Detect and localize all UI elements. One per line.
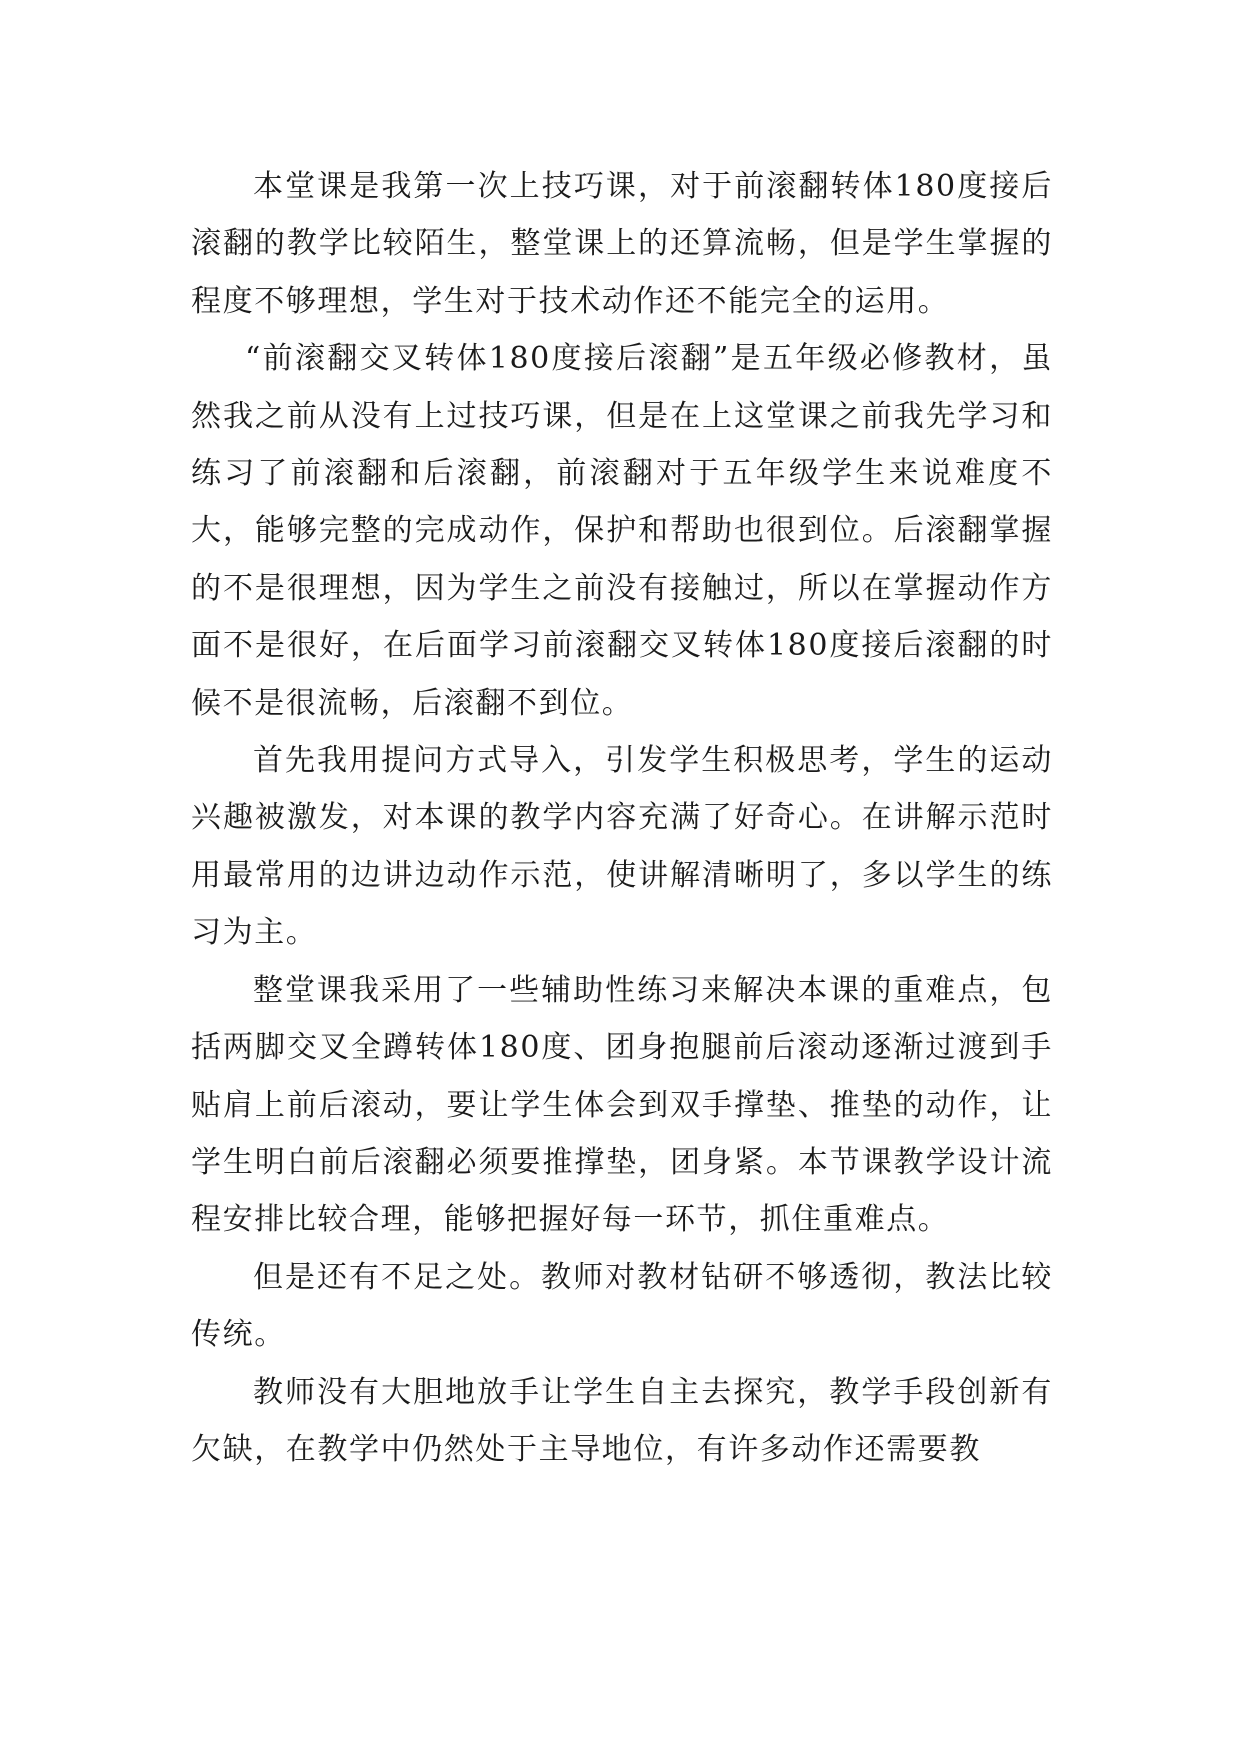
paragraph-6: 教师没有大胆地放手让学生自主去探究，教学手段创新有欠缺，在教学中仍然处于主导地位，有许多动作还需要教 xyxy=(191,1374,1053,1467)
paragraph-3: 首先我用提问方式导入，引发学生积极思考，学生的运动兴趣被激发，对本课的教学内容充满了好奇心。在讲解示范时用最常用的边讲边动作示范，使讲解清晰明了，多以学生的练习为主。 xyxy=(191,743,1053,951)
paragraph-2: “前滚翻交叉转体180度接后滚翻”是五年级必修教材，虽然我之前从没有上过技巧课，但是在上这堂课之前我先学习和练习了前滚翻和后滚翻，前滚翻对于五年级学生来说难度不大，能够完整的完成动作，保护和帮助也很到位。后滚翻掌握的不是很理想，因为学生之前没有接触过，所以在掌握动作方面不是很好，在后面学习前滚翻交叉转体180度接后滚翻的时候不是很流畅，后滚翻不到位。 xyxy=(191,341,1053,721)
paragraph-5: 但是还有不足之处。教师对教材钻研不够透彻，教法比较传统。 xyxy=(191,1259,1053,1353)
paragraph-4: 整堂课我采用了一些辅助性练习来解决本课的重难点，包括两脚交叉全蹲转体180度、团身抱腿前后滚动逐渐过渡到手贴肩上前后滚动，要让学生体会到双手撑垫、推垫的动作，让学生明白前后滚翻必须要推撑垫，团身紧。本节课教学设计流程安排比较合理，能够把握好每一环节，抓住重难点。 xyxy=(191,972,1053,1238)
document-body xyxy=(191,158,1053,1478)
paragraph-1: 本堂课是我第一次上技巧课，对于前滚翻转体180度接后滚翻的教学比较陌生，整堂课上的还算流畅，但是学生掌握的程度不够理想，学生对于技术动作还不能完全的运用。 xyxy=(191,169,1053,319)
